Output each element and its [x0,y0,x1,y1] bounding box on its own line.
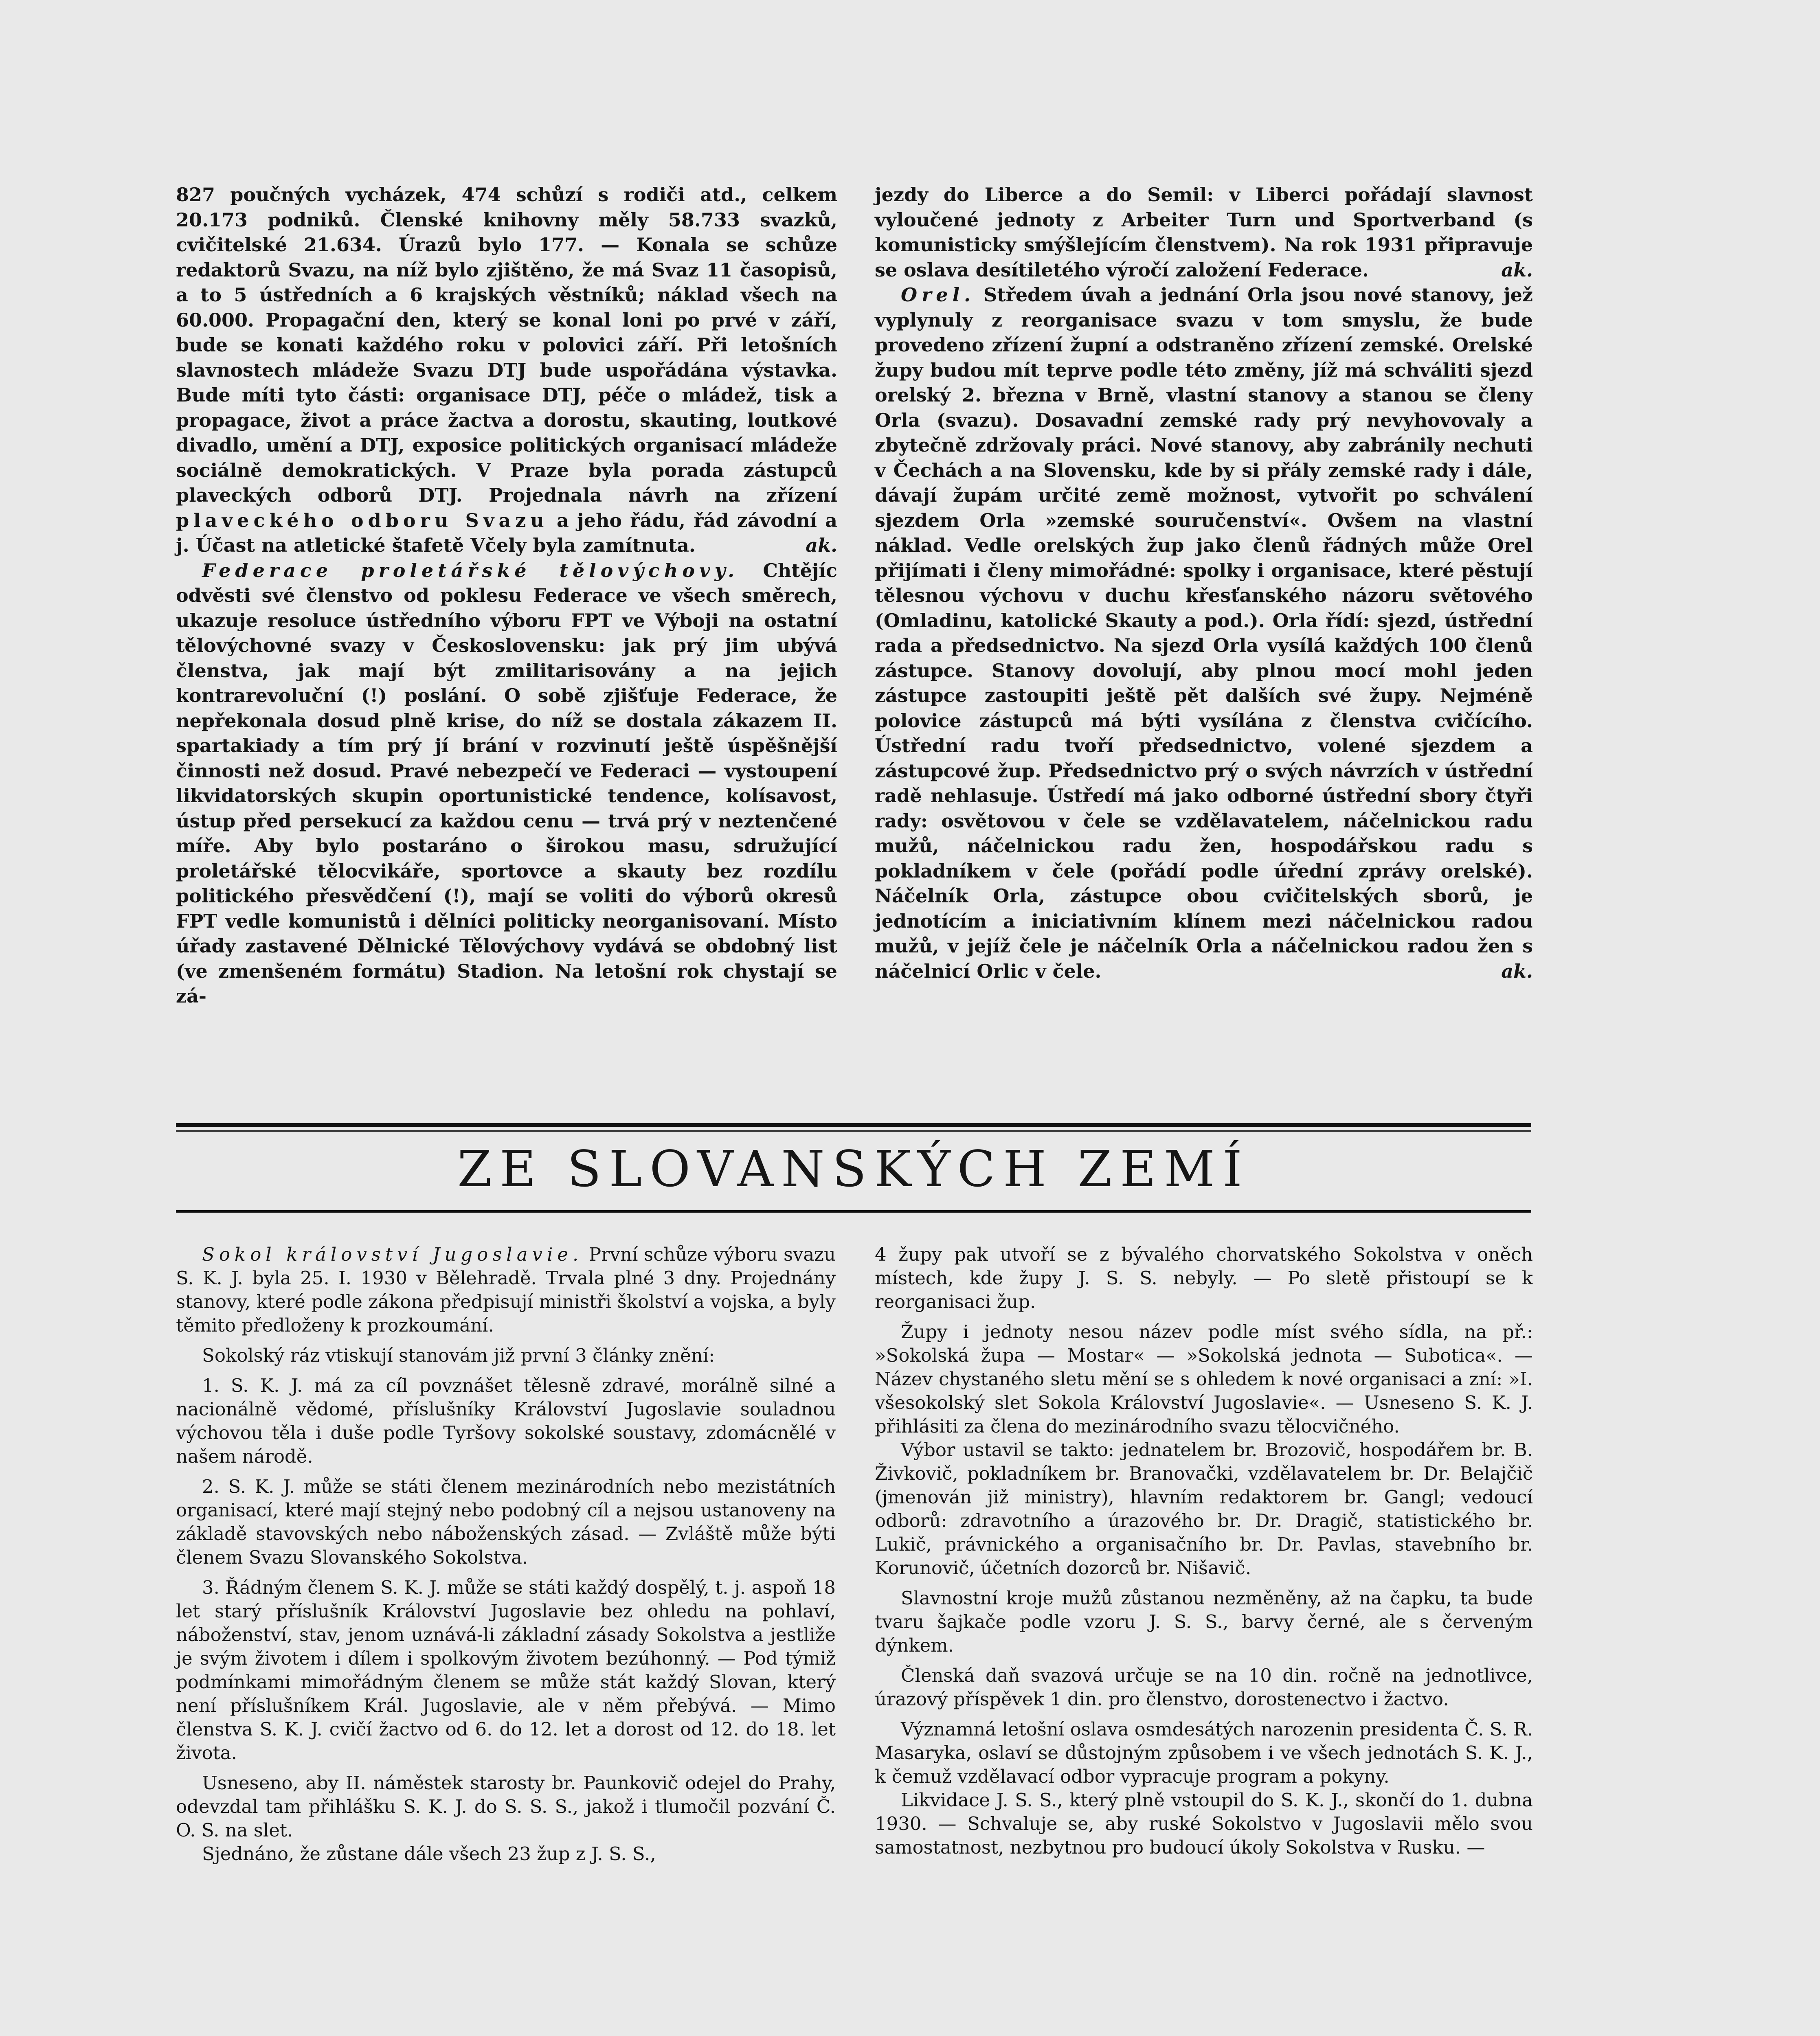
orel-paragraph: Orel. Středem úvah a jednání Orla jsou nové stanovy, jež vyplynuly z reorganisace svazu v tom smyslu, že bude provedeno zřízení župní a odstraněno zřízení zemské. Orelské župy budou mít teprve podle této změny, jíž má schváliti sjezd orelský 2. března v Brně, vlastní stanovy a stanou se členy Orla (svazu). Dosavadní zemské rady prý nevyhovovaly a zbytečně zdržovaly práci. Nové stanovy, aby zabránily nechuti v Čechách a na Slovensku, kde by si přály zemské rady i dále, dávají župám určité země možnost, vytvořit po schválení sjezdem Orla »zemské souručenství«. Ovšem na vlastní náklad. Vedle orelských žup jako členů řádných může Orel přijímati i členy mimořádné: spolky i organisace, které pěstují tělesnou výchovu v duchu křesťanského názoru světového (Omladinu, katolické Skauty a pod.). Orla řídí: sjezd, ústřední rada a předsednictvo. Na sjezd Orla vysílá každých 100 členů zástupce. Stanovy dovolují, aby plnou mocí mohl jeden zástupce zastoupiti ještě pět dalších své župy. Nejméně polovice zástupců má býti vysílána z členstva cvičícího. Ústřední radu tvoří předsednictvo, volené sjezdem a zástupcové žup. Předsednictvo prý o svých návrzích v ústřední radě nehlasuje. Ústředí má jako odborné ústřední sbory čtyři rady: osvětovou v čele se vzdělavatelem, náčelnickou radu mužů, náčelnickou radu žen, hospodářskou radu s pokladníkem v čele (pořádí podle úřední zprávy orelské). Náčelník Orla, zástupce obou cvičitelských sborů, je jednotícím a iniciativním klínem mezi náčelnickou radou mužů, v jejíž čele je náčelník Orla a náčelnickou radou žen s náčelnicí Orlic v čele. ak. [875,283,1533,984]
article-3: 3. Řádným členem S. K. J. může se státi každý dospělý, t. j. aspoň 18 let starý příslušník Království Jugoslavie bez ohledu na pohlaví, náboženství, stav, jenom uznává-li základní zásady Sokolstva a jestliže je svým životem i dílem i spolkovým životem bezúhonný. — Pod týmiž podmínkami mimořádným členem se může stát každý Slovan, který není příslušníkem Král. Jugoslavie, ale v něm přebývá. — Mimo členstva S. K. J. cvičí žactvo od 6. do 12. let a dorost od 12. do 18. let života. [176,1577,836,1764]
author-signature: ak. [1501,960,1533,982]
heading-rule-top-thick [176,1123,1531,1127]
author-signature: ak. [1501,259,1533,281]
paragraph: 4 župy pak utvoří se z bývalého chorvatského Sokolstva v oněch místech, kde župy J. S. S. nebyly. — Po sletě přistoupí se k reorganisaci žup. [875,1244,1533,1312]
federace-paragraph: Federace proletářské tělovýchovy. Chtějíc odvěsti své členstvo od poklesu Federace ve všech směrech, ukazuje resoluce ústředního výboru FPT ve Výboji na ostatní tělovýchovné svazy v Československu: jak prý jim ubývá členstva, jak mají být zmilitarisovány a na jejich kontrarevoluční (!) poslání. O sobě zjišťuje Federace, že nepřekonala dosud plně krise, do níž se dostala zákazem II. spartakiady a tím prý jí brání v rozvinutí ještě úspěšnější činnosti než dosud. Pravé nebezpečí ve Federaci — vystoupení likvidatorských skupin oportunistické tendence, kolísavost, ústup před persekucí za každou cenu — trvá prý v neztenčené míře. Aby bylo postaráno o širokou masu, sdružující proletářské tělocvikáře, sportovce a skauty bez rozdílu politického přesvědčení (!), mají se voliti do výborů okresů FPT vedle komunistů i dělníci politicky neorganisovaní. Místo úřady zastavené Dělnické Tělovýchovy vydává se obdobný list (ve zmenšeném formátu) Stadion. Na letošní rok chystají se zá- [176,559,838,1007]
paragraph: Župy i jednoty nesou název podle míst svého sídla, na př.: »Sokolská župa — Mostar« — »Sokolská jednota — Subotica«. — Název chystaného sletu mění se s ohledem k nové organisaci a zní: »I. všesokolský slet Sokola Království Jugoslavie«. — Usneseno S. K. J. přihlásiti za člena do mezinárodního svazu tělocvičného. [875,1321,1533,1437]
top-left-paragraph: 827 poučných vycházek, 474 schůzí s rodiči atd., celkem 20.173 podniků. Členské knihovny měly 58.733 svazků, cvičitelské 21.634. Úrazů bylo 177. — Konala se schůze redaktorů Svazu, na níž bylo zjištěno, že má Svaz 11 časopisů, a to 5 ústředních a 6 krajských věstníků; náklad všech na 60.000. Propagační den, který se konal loni po prvé v září, bude se konati každého roku v polovici září. Při letošních slavnostech mládeže Svazu DTJ bude uspořádána výstavka. Bude míti tyto části: organisace DTJ, péče o mládež, tisk a propagace, život a práce žactva a dorostu, skauting, loutkové divadlo, umění a DTJ, exposice politických organisací mládeže sociálně demokratických. V Praze byla porada zástupců plaveckých odborů DTJ. Projednala návrh na zřízení plaveckého odboru Svazu a jeho řádu, řád závodní a j. Účast na atletické štafetě Včely byla zamítnuta. ak. [176,182,837,558]
section-heading: ZE SLOVANSKÝCH ZEMÍ [457,1140,1250,1198]
paragraph: Výbor ustavil se takto: jednatelem br. Brozovič, hospodářem br. B. Živkovič, pokladníkem br. Branovački, vzdělavatelem br. Dr. Belajčič (jmenován již ministry), hlavním redaktorem br. Gangl; vedoucí odborů: zdravotního a úrazového br. Dr. Dragič, statistického br. Lukič, právnického a organisačního br. Dr. Pavlas, stavebního br. Korunovič, účetních dozorců br. Nišavič. [875,1439,1533,1579]
author-signature: ak. [806,534,837,556]
sokol-title: Sokol království Jugoslavie. [202,1244,583,1265]
spaced-emphasis: plaveckého odboru Svazu [176,509,549,531]
heading-rule-top-thin [176,1130,1531,1132]
heading-rule-bottom [176,1210,1531,1213]
paragraph: Usneseno, aby II. náměstek starosty br. Paunkovič odejel do Prahy, odevzdal tam přihlášku S. K. J. do S. S. S., jakož i tlumočil pozvání Č. O. S. na slet. [176,1772,836,1841]
paragraph: Likvidace J. S. S., který plně vstoupil do S. K. J., skončí do 1. dubna 1930. — Schvaluje se, aby ruské Sokolstvo v Jugoslavii mělo svou samostatnost, nezbytnou pro budoucí úkoly Sokolstva v Rusku. — [875,1789,1533,1858]
paragraph: Sjednáno, že zůstane dále všech 23 žup z J. S. S., [202,1843,656,1865]
paragraph: Sokolský ráz vtiskují stanovám již první 3 články znění: [202,1345,715,1366]
paragraph: Slavnostní kroje mužů zůstanou nezměněny, až na čapku, ta bude tvaru šajkače podle vzoru J. S. S., barvy černé, ale s červeným dýnkem. [875,1587,1533,1656]
bottom-right-column [875,1243,1533,1859]
orel-title: Orel. [901,284,975,306]
bottom-left-column [176,1243,836,1866]
top-right-paragraph: jezdy do Liberce a do Semil: v Liberci pořádají slavnost vyloučené jednoty z Arbeiter Turn und Sportverband (s komunisticky smýšlejícím členstvem). Na rok 1931 připravuje se oslava desítiletého výročí založení Federace. ak. [875,182,1533,283]
article-2: 2. S. K. J. může se státi členem mezinárodních nebo mezistátních organisací, které mají stejný nebo podobný cíl a nejsou ustanoveny na základě stavovských nebo náboženských zásad. — Zvláště může býti členem Svazu Slovanského Sokolstva. [176,1476,836,1568]
federace-title: Federace proletářské tělovýchovy. [202,559,739,581]
paragraph: Členská daň svazová určuje se na 10 din. ročně na jednotlivce, úrazový příspěvek 1 din. pro členstvo, dorostenectvo i žactvo. [875,1665,1533,1710]
paragraph: Významná letošní oslava osmdesátých narozenin presidenta Č. S. R. Masaryka, oslaví se důstojným způsobem i ve všech jednotách S. K. J., k čemuž vzdělavací odbor vypracuje program a pokyny. [875,1718,1533,1787]
top-right-column [875,182,1533,984]
sokol-intro-paragraph: Sokol království Jugoslavie. První schůze výboru svazu S. K. J. byla 25. I. 1930 v Bělehradě. Trvala plné 3 dny. Projednány stanovy, které podle zákona předpisují ministři školství a vojska, a byly těmito předloženy k prozkoumání. [176,1244,836,1336]
article-1: 1. S. K. J. má za cíl povznášet tělesně zdravé, morálně silné a nacionálně vědomé, příslušníky Království Jugoslavie souladnou výchovou těla i duše podle Tyršovy sokolské soustavy, zdomácnělé v našem národě. [176,1375,836,1467]
top-left-column [176,182,837,1009]
